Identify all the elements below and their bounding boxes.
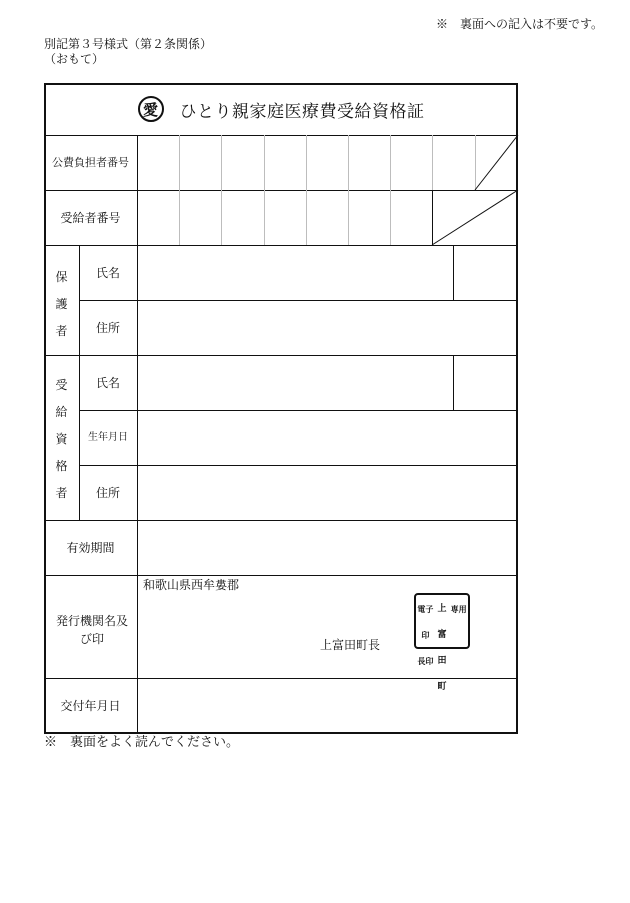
issuer-district: 和歌山県西牟婁郡	[143, 578, 240, 592]
top-note: ※ 裏面への記入は不要です。	[436, 17, 604, 31]
label-issue-date: 交付年月日	[60, 699, 121, 713]
label-recipient-no: 受給者番号	[60, 211, 121, 225]
issuer-mayor: 上富田町長	[320, 638, 381, 652]
label-birth-date: 生年月日	[88, 432, 128, 443]
label-recipient-name: 氏名	[95, 376, 120, 390]
side-label: （おもて）	[44, 52, 105, 66]
label-public-payer-no: 公費負担者番号	[52, 156, 129, 169]
certificate-title: ひとり親家庭医療費受給資格証	[179, 101, 425, 122]
emblem-icon: 愛	[138, 96, 164, 122]
footer-note: ※ 裏面をよく読んでください。	[44, 735, 240, 750]
label-recipient-address: 住所	[95, 486, 120, 500]
label-guardian-group: 保 護 者	[55, 270, 68, 338]
label-guardian-name: 氏名	[95, 266, 120, 280]
label-issuer: 発行機関名及び印	[55, 614, 128, 646]
label-guardian-address: 住所	[95, 321, 120, 335]
label-valid-period: 有効期間	[66, 541, 115, 555]
form-number: 別記第３号様式（第２条関係）	[44, 37, 213, 51]
label-recipient-group: 受 給 資 格 者	[55, 378, 68, 500]
official-seal-stamp: 電子印 上富 専用 長印 田町	[414, 593, 470, 649]
